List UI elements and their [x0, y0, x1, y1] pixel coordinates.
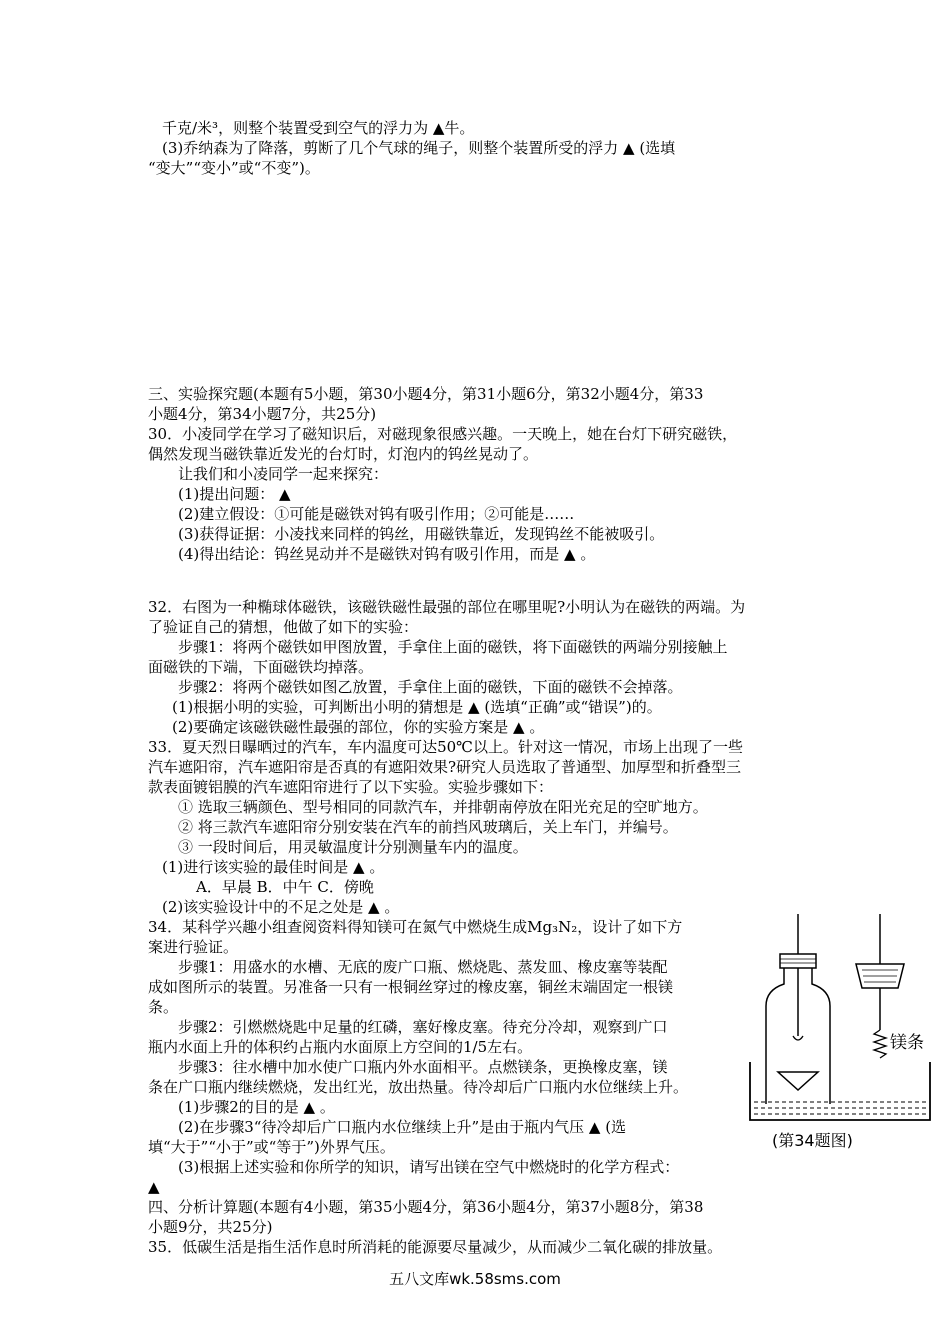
text-line: (3)根据上述实验和你所学的知识，请写出镁在空气中燃烧时的化学方程式：: [178, 1158, 680, 1176]
text-line: ① 选取三辆颜色、型号相同的同款汽车，并排朝南停放在阳光充足的空旷地方。: [178, 798, 708, 816]
text-line: 成如图所示的装置。另准备一只有一根铜丝穿过的橡皮塞，铜丝末端固定一根镁: [148, 978, 674, 996]
figure-label: 镁条: [890, 1033, 924, 1053]
text-line: 小题4分，第34小题7分，共25分): [148, 405, 377, 423]
text-line: (2)要确定该磁铁磁性最强的部位，你的实验方案是 ▲ 。: [172, 718, 545, 736]
text-line: 条在广口瓶内继续燃烧，发出红光，放出热量。待冷却后广口瓶内水位继续上升。: [148, 1078, 689, 1096]
text-line: 偶然发现当磁铁靠近发光的台灯时，灯泡内的钨丝晃动了。: [148, 445, 539, 463]
text-line: 千克/米³，则整个装置受到空气的浮力为 ▲牛。: [162, 119, 475, 137]
text-line: 让我们和小凌同学一起来探究：: [178, 465, 389, 483]
experiment-apparatus-figure: [746, 912, 934, 1158]
text-line: (1)步骤2的目的是 ▲ 。: [178, 1098, 335, 1116]
text-line: 步骤1：用盛水的水槽、无底的废广口瓶、燃烧匙、蒸发皿、橡皮塞等装配: [178, 958, 668, 976]
text-line: 步骤2：将两个磁铁如图乙放置，手拿住上面的磁铁，下面的磁铁不会掉落。: [178, 678, 683, 696]
figure-caption: (第34题图): [772, 1131, 853, 1150]
text-line: 汽车遮阳帘，汽车遮阳帘是否真的有遮阳效果?研究人员选取了普通型、加厚型和折叠型三: [148, 758, 742, 776]
answer-options: A．早晨 B．中午 C．傍晚: [196, 878, 374, 896]
text-line: 面磁铁的下端，下面磁铁均掉落。: [148, 658, 374, 676]
text-line: (2)该实验设计中的不足之处是 ▲ 。: [162, 898, 400, 916]
section-heading: 四、分析计算题(本题有4小题，第35小题4分，第36小题4分，第37小题8分，第38: [148, 1198, 704, 1216]
text-line: 小题9分，共25分): [148, 1218, 273, 1236]
text-line: 步骤2：引燃燃烧匙中足量的红磷，塞好橡皮塞。待充分冷却，观察到广口: [178, 1018, 668, 1036]
question-34: 34．某科学兴趣小组查阅资料得知镁可在氮气中燃烧生成Mg₃N₂，设计了如下方: [148, 918, 683, 936]
text-line: (2)建立假设：①可能是磁铁对钨有吸引作用；②可能是……: [178, 505, 575, 523]
text-line: 瓶内水面上升的体积约占瓶内水面原上方空间的1/5左右。: [148, 1038, 533, 1056]
text-line: (2)在步骤3“待冷却后广口瓶内水位继续上升”是由于瓶内气压 ▲ (选: [178, 1118, 627, 1136]
text-line: (1)进行该实验的最佳时间是 ▲ 。: [162, 858, 385, 876]
text-line: 填“大于”“小于”或“等于”)外界气压。: [148, 1138, 395, 1156]
text-line: 了验证自己的猜想，他做了如下的实验：: [148, 618, 419, 636]
text-line: (4)得出结论：钨丝晃动并不是磁铁对钨有吸引作用，而是 ▲ 。: [178, 545, 596, 563]
text-line: 款表面镀铝膜的汽车遮阳帘进行了以下实验。实验步骤如下：: [148, 778, 554, 796]
text-line: 案进行验证。: [148, 938, 239, 956]
text-line: (1)提出问题： ▲: [178, 485, 291, 503]
text-line: ② 将三款汽车遮阳帘分别安装在汽车的前挡风玻璃后，关上车门，并编号。: [178, 818, 678, 836]
question-32: 32．右图为一种椭球体磁铁，该磁铁磁性最强的部位在哪里呢?小明认为在磁铁的两端。为: [148, 598, 746, 616]
question-33: 33．夏天烈日曝晒过的汽车，车内温度可达50℃以上。针对这一情况，市场上出现了一些: [148, 738, 743, 756]
section-heading: 三、实验探究题(本题有5小题，第30小题4分，第31小题6分，第32小题4分，第33: [148, 385, 704, 403]
text-line: 步骤3：往水槽中加水使广口瓶内外水面相平。点燃镁条，更换橡皮塞，镁: [178, 1058, 668, 1076]
text-line: 条。: [148, 998, 179, 1016]
text-line: “变大”“变小”或“不变”)。: [148, 159, 320, 177]
page-footer: 五八文库wk.58sms.com: [389, 1270, 561, 1288]
text-line: (3)乔纳森为了降落，剪断了几个气球的绳子，则整个装置所受的浮力 ▲ (选填: [162, 139, 676, 157]
question-35: 35．低碳生活是指生活作息时所消耗的能源要尽量减少，从而减少二氧化碳的排放量。: [148, 1238, 723, 1256]
text-line: (1)根据小明的实验，可判断出小明的猜想是 ▲ (选填“正确”或“错误”)的。: [172, 698, 662, 716]
text-line: ③ 一段时间后，用灵敏温度计分别测量车内的温度。: [178, 838, 528, 856]
question-30: 30．小凌同学在学习了磁知识后，对磁现象很感兴趣。一天晚上，她在台灯下研究磁铁，: [148, 425, 738, 443]
answer-blank: ▲: [148, 1178, 160, 1196]
text-line: (3)获得证据：小凌找来同样的钨丝，用磁铁靠近，发现钨丝不能被吸引。: [178, 525, 665, 543]
text-line: 步骤1：将两个磁铁如甲图放置，手拿住上面的磁铁，将下面磁铁的两端分别接触上: [178, 638, 728, 656]
